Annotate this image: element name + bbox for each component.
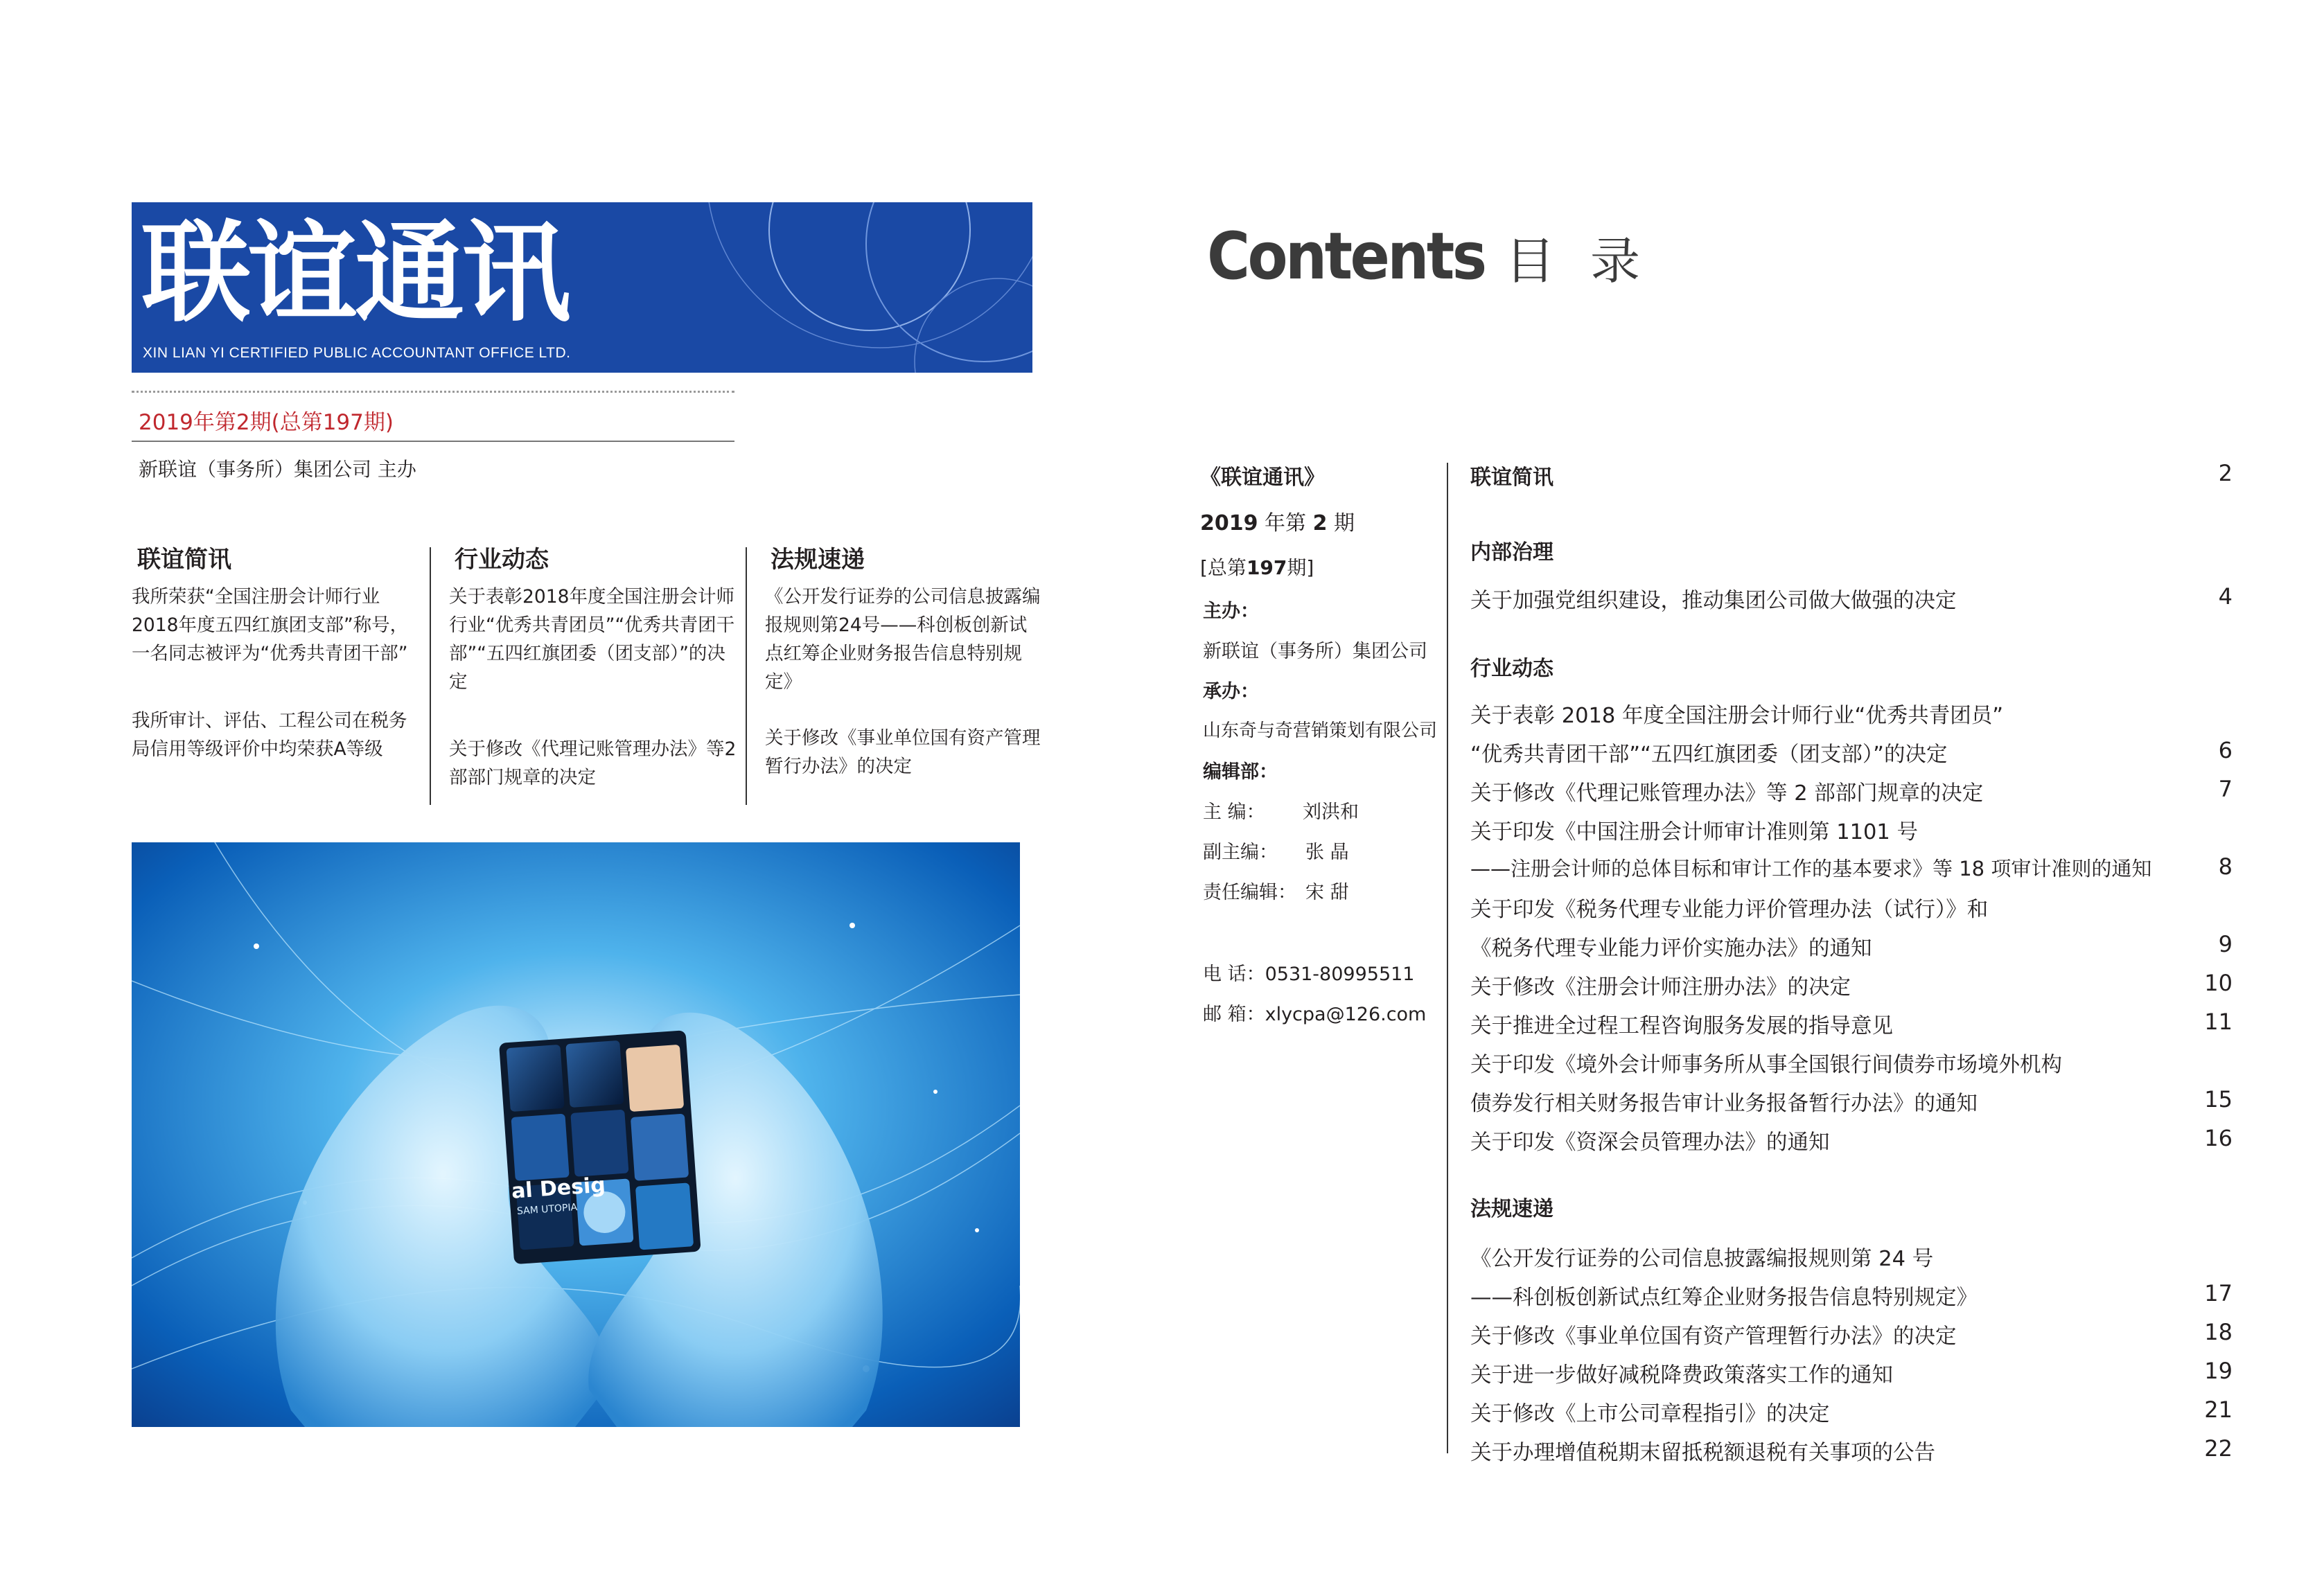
toc-entry[interactable]: 关于修改《事业单位国有资产管理暂行办法》的决定 — [1470, 1324, 1957, 1349]
toc-entry[interactable]: 关于进一步做好减税降费政策落实工作的通知 — [1470, 1363, 1893, 1387]
toc-page-number: 22 — [2204, 1435, 2233, 1462]
column-item[interactable]: 关于表彰2018年度全国注册会计师行业“优秀共青团员”“优秀共青团干部”“五四红旗团委（团支部）”的决定 — [449, 586, 735, 693]
resp-name: 宋 甜 — [1305, 882, 1349, 903]
deputy-name: 张 晶 — [1305, 842, 1349, 863]
toc-entry[interactable]: 关于印发《中国注册会计师审计准则第 1101 号 — [1470, 820, 1919, 844]
organizer-value: 山东奇与奇营销策划有限公司 — [1203, 720, 1438, 741]
toc-entry[interactable]: 《公开发行证券的公司信息披露编报规则第 24 号 — [1470, 1247, 1934, 1271]
issue-info: 2019 年第 2 期 — [1200, 511, 1355, 535]
toc-page-number: 6 — [2218, 737, 2233, 763]
masthead-banner — [132, 202, 1032, 373]
toc-page-number: 16 — [2204, 1125, 2233, 1151]
column-title: 行业动态 — [455, 546, 549, 574]
contents-heading-en: Contents — [1207, 219, 1485, 294]
publication-name: 《联谊通讯》 — [1200, 466, 1325, 490]
toc-entry[interactable]: 关于印发《税务代理专业能力评价管理办法（试行）》和 — [1470, 898, 1989, 922]
toc-page-number: 9 — [2218, 931, 2233, 957]
organizer-label: 承办： — [1203, 681, 1259, 702]
toc-entry-continued[interactable]: ——注册会计师的总体目标和审计工作的基本要求》等 18 项审计准则的通知 — [1470, 857, 2152, 880]
column-item[interactable]: 《公开发行证券的公司信息披露编报规则第24号——科创板创新试点红筹企业财务报告信息特别规定》 — [765, 586, 1041, 693]
solid-divider — [132, 441, 734, 442]
toc-entry[interactable]: 关于印发《境外会计师事务所从事全国银行间债券市场境外机构 — [1470, 1053, 2062, 1077]
publication-subtitle: XIN LIAN YI CERTIFIED PUBLIC ACCOUNTANT OFFICE LTD. — [143, 345, 571, 361]
column-divider — [430, 547, 431, 805]
contents-heading-cn: 目 录 — [1505, 232, 1650, 290]
toc-entry[interactable]: 关于修改《代理记账管理办法》等 2 部部门规章的决定 — [1470, 781, 1984, 806]
toc-entry[interactable]: 关于修改《注册会计师注册办法》的决定 — [1470, 975, 1851, 1000]
toc-page-number: 21 — [2204, 1397, 2233, 1423]
toc-entry[interactable]: 关于表彰 2018 年度全国注册会计师行业“优秀共青团员” — [1470, 704, 2004, 728]
phone-row: 电 话：0531-80995511 — [1203, 964, 1415, 985]
total-issue-info: [总第197期] — [1200, 556, 1314, 579]
toc-entry-continued[interactable]: 债券发行相关财务报告审计业务报备暂行办法》的通知 — [1470, 1092, 1978, 1116]
toc-section-title: 行业动态 — [1470, 657, 1553, 681]
toc-entry[interactable]: 关于印发《资深会员管理办法》的通知 — [1470, 1131, 1830, 1155]
toc-page-number: 15 — [2204, 1086, 2233, 1112]
toc-page-number: 11 — [2204, 1009, 2233, 1035]
hands-cube-illustration — [132, 842, 1020, 1427]
column-divider — [746, 547, 747, 805]
column-item[interactable]: 关于修改《代理记账管理办法》等2部部门规章的决定 — [449, 738, 737, 788]
deputy-label: 副主编： — [1203, 842, 1278, 863]
dotted-divider — [132, 391, 734, 393]
toc-section-title: 法规速递 — [1470, 1197, 1553, 1221]
column-title: 联谊简讯 — [137, 546, 231, 574]
column-industry-news — [449, 540, 739, 792]
cube-screen-subtext: SAM UTOPIA — [516, 1201, 578, 1218]
column-regulations — [765, 540, 1042, 781]
host-label: 主办： — [1203, 601, 1259, 622]
column-title: 法规速递 — [771, 546, 865, 574]
toc-entry-continued[interactable]: ——科创板创新试点红筹企业财务报告信息特别规定》 — [1470, 1286, 1978, 1310]
host-value: 新联谊（事务所）集团公司 — [1203, 641, 1427, 662]
editorial-label: 编辑部： — [1203, 761, 1278, 783]
column-lianyi-news — [132, 540, 416, 763]
toc-entry[interactable]: 关于修改《上市公司章程指引》的决定 — [1470, 1402, 1830, 1426]
resp-label: 责任编辑： — [1203, 882, 1296, 903]
editor-label: 主 编： — [1203, 801, 1265, 823]
publication-title: 联谊通讯 — [141, 210, 568, 337]
sponsor-line: 新联谊（事务所）集团公司 主办 — [139, 458, 416, 481]
column-item[interactable]: 关于修改《事业单位国有资产管理暂行办法》的决定 — [765, 727, 1041, 777]
cube-screen-text: al Desig — [510, 1173, 606, 1204]
toc-entry[interactable]: 关于加强党组织建设，推动集团公司做大做强的决定 — [1470, 589, 1957, 613]
column-item[interactable]: 我所荣获“全国注册会计师行业2018年度五四红旗团支部”称号，一名同志被评为“优秀共青团干部” — [132, 586, 409, 664]
issue-number: 2019年第2期(总第197期) — [139, 410, 394, 435]
toc-page-number: 10 — [2204, 970, 2233, 996]
toc-page-number: 17 — [2204, 1280, 2233, 1306]
toc-section-title: 内部治理 — [1470, 540, 1553, 565]
toc-page-number: 18 — [2204, 1319, 2233, 1345]
toc-divider — [1447, 463, 1448, 1453]
cover-image — [132, 842, 1020, 1427]
toc-entry[interactable]: 关于推进全过程工程咨询服务发展的指导意见 — [1470, 1014, 1893, 1038]
column-item[interactable]: 我所审计、评估、工程公司在税务局信用等级评价中均荣获A等级 — [132, 710, 407, 760]
editor-name: 刘洪和 — [1303, 801, 1359, 823]
toc-page-number: 7 — [2218, 776, 2233, 802]
toc-entry[interactable]: 关于办理增值税期末留抵税额退税有关事项的公告 — [1470, 1441, 1935, 1465]
toc-entry-continued[interactable]: “优秀共青团干部”“五四红旗团委（团支部）”的决定 — [1470, 743, 1948, 767]
phone-number: 0531-80995511 — [1265, 964, 1415, 985]
email-row: 邮 箱：xlycpa@126.com — [1203, 1004, 1427, 1025]
toc-entry-continued[interactable]: 《税务代理专业能力评价实施办法》的通知 — [1470, 937, 1872, 961]
toc-section-title[interactable]: 联谊简讯 — [1470, 466, 1553, 490]
contents-heading — [1207, 219, 1650, 294]
toc-page-number: 4 — [2218, 583, 2233, 610]
toc-page-number: 2 — [2218, 460, 2233, 486]
email-address[interactable]: xlycpa@126.com — [1265, 1004, 1427, 1025]
toc-page-number: 19 — [2204, 1358, 2233, 1384]
toc-page-number: 8 — [2218, 853, 2233, 880]
